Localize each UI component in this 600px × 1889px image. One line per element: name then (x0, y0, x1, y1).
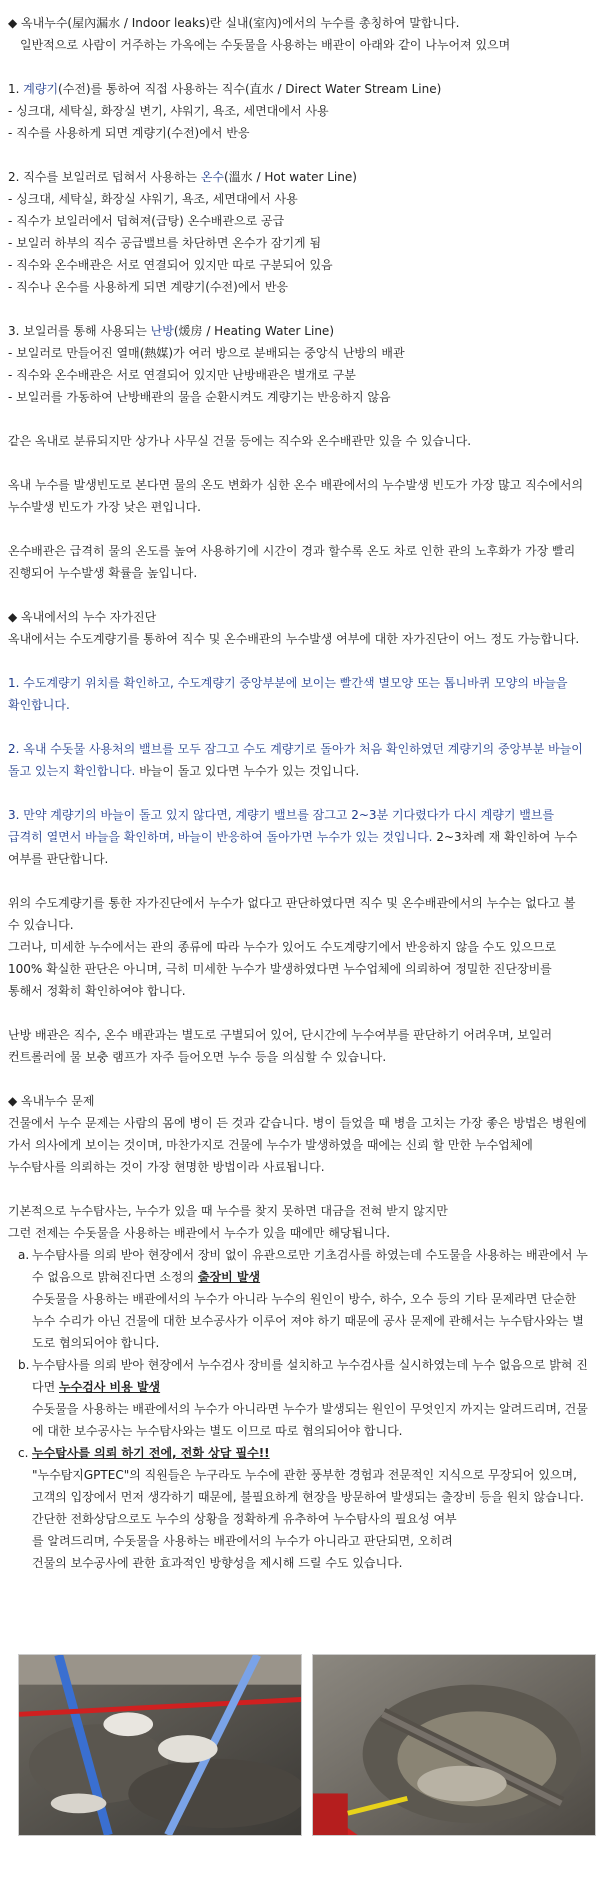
list-item-c-detail-2: 간단한 전화상담으로도 누수의 상황을 정확하게 유추하여 누수탐사의 필요성 여부 (32, 1512, 457, 1526)
list-item-b-detail: 수돗물을 사용하는 배관에서의 누수가 아니라면 누수가 발생되는 원인이 무엇인지 까지는 알려드리며, 건물에 대한 보수공사는 누수탐사와는 별도 이므로 따로 협의되어야 합니다. (32, 1402, 588, 1438)
section1-heading (8, 78, 590, 100)
section1-rest: (수전)를 통하여 직접 사용하는 직수(直水 / Direct Water Stream Line) (58, 82, 442, 96)
paragraph-5: 그러나, 미세한 누수에서는 관의 종류에 따라 누수가 있어도 수도계량기에서 반응하지 않을 수도 있으므로 100% 확실한 판단은 아니며, 극히 미세한 누수가 발생하였다면 누수업체에 의뢰하여 정밀한 진단장비를 통해서 정확히 확인하여야 합니다. (8, 940, 557, 998)
section3-item: - 직수와 온수배관은 서로 연결되어 있지만 난방배관은 별개로 구분 (8, 368, 356, 382)
problem-heading: ◆ 옥내누수 문제 (8, 1094, 95, 1108)
list-item (8, 1244, 590, 1354)
section1-item: - 싱크대, 세탁실, 화장실 변기, 샤워기, 욕조, 세면대에서 사용 (8, 104, 329, 118)
section2-prefix: 2. 직수를 보일러로 덥혀서 사용하는 (8, 170, 201, 184)
list-marker: b. (18, 1358, 30, 1372)
paragraph-6: 난방 배관은 직수, 온수 배관과는 별도로 구별되어 있어, 단시간에 누수여부를 판단하기 어려우며, 보일러 컨트롤러에 물 보충 램프가 자주 들어오면 누수 등을 의심할 수 있습니다. (8, 1028, 553, 1064)
photo-row (18, 1654, 598, 1836)
list-item (8, 1442, 590, 1574)
list-item-c-detail-4: 건물의 보수공사에 관한 효과적인 방향성을 제시해 드릴 수도 있습니다. (32, 1556, 403, 1570)
paragraph-3: 온수배관은 급격히 물의 온도를 높여 사용하기에 시간이 경과 할수록 온도 차로 인한 관의 노후화가 가장 빨리 진행되어 누수발생 확률을 높입니다. (8, 544, 576, 580)
problem-text: 건물에서 누수 문제는 사람의 몸에 병이 든 것과 같습니다. 병이 들었을 때 병을 고치는 가장 좋은 방법은 병원에 가서 의사에게 보이는 것이며, 마찬가지로 건물에 누수가 발생하였을 때에는 신뢰 할 만한 누수업체에 누수탐사를 의뢰하는 것이 가장 현명한 방법이라 사료됩니다. (8, 1116, 587, 1174)
section1-term: 계량기 (23, 82, 59, 96)
list-item-c-detail-1: "누수탐지GPTEC"의 직원들은 누구라도 누수에 관한 풍부한 경험과 전문적인 지식으로 무장되어 있으며, 고객의 입장에서 먼저 생각하기 때문에, 불필요하게 현장을 방문하여 발생되는 출장비 등을 원치 않습니다. (32, 1468, 584, 1504)
diagnosis-step-3-blue: 3. 만약 계량기의 바늘이 돌고 있지 않다면, 계량기 밸브를 잠그고 2~3분 기다렸다가 다시 계량기 밸브를 급격히 열면서 바늘을 확인하며, 바늘이 반응하여 돌아가면 누수가 있는 것입니다. (8, 808, 555, 844)
section3-prefix: 3. 보일러를 통해 사용되는 (8, 324, 151, 338)
section2-rest: (溫水 / Hot water Line) (224, 170, 357, 184)
section2-item: - 직수와 온수배관은 서로 연결되어 있지만 따로 구분되어 있음 (8, 258, 333, 272)
section3-item: - 보일러로 만들어진 열매(熱媒)가 여러 방으로 분배되는 중앙식 난방의 배관 (8, 346, 405, 360)
pipe-excavation-photo-2 (312, 1654, 596, 1836)
list-item-a-highlight: 출장비 발생 (197, 1270, 261, 1284)
list-item-a-detail: 수돗물을 사용하는 배관에서의 누수가 아니라 누수의 원인이 방수, 하수, 오수 등의 기타 문제라면 단순한 누수 수리가 아닌 건물에 대한 보수공사가 이루어 져야 하기 때문에 공사 문제에 관해서는 누수탐사와는 별도로 협의되어야 합니다. (32, 1292, 584, 1350)
section2-item: - 싱크대, 세탁실, 화장실 샤워기, 욕조, 세면대에서 사용 (8, 192, 298, 206)
section2-item: - 직수나 온수를 사용하게 되면 계량기(수전)에서 반응 (8, 280, 289, 294)
cost-policy-list (8, 1244, 590, 1574)
list-item-b-highlight: 누수검사 비용 발생 (59, 1380, 161, 1394)
paragraph-2: 옥내 누수를 발생빈도로 본다면 물의 온도 변화가 심한 온수 배관에서의 누수발생 빈도가 가장 많고 직수에서의 누수발생 빈도가 가장 낮은 편입니다. (8, 478, 584, 514)
paragraph-1: 같은 옥내로 분류되지만 상가나 사무실 건물 등에는 직수와 온수배관만 있을 수 있습니다. (8, 434, 472, 448)
diagnosis-step-1: 1. 수도계량기 위치를 확인하고, 수도계량기 중앙부분에 보이는 빨간색 별모양 또는 톱니바퀴 모양의 바늘을 확인합니다. (8, 676, 568, 712)
list-marker: c. (18, 1446, 29, 1460)
self-diagnosis-heading: ◆ 옥내에서의 누수 자가진단 (8, 610, 157, 624)
section2-term: 온수 (200, 170, 224, 184)
diagnosis-step-2-black: 바늘이 돌고 있다면 누수가 있는 것입니다. (135, 764, 360, 778)
section3-rest: (煖房 / Heating Water Line) (173, 324, 334, 338)
section2-item: - 보일러 하부의 직수 공급밸브를 차단하면 온수가 잠기게 됨 (8, 236, 322, 250)
diagnosis-step-2-blue: 2. 옥내 수돗물 사용처의 밸브를 모두 잠그고 수도 계량기로 돌아가 처음 확인하였던 계량기의 중앙부분 바늘이 돌고 있는지 확인합니다. (8, 742, 583, 778)
basis-line-1: 기본적으로 누수탐사는, 누수가 있을 때 누수를 찾지 못하면 대금을 전혀 받지 않지만 (8, 1204, 448, 1218)
section3-term: 난방 (150, 324, 174, 338)
list-item-a-text: 누수탐사를 의뢰 받아 현장에서 장비 없이 유관으로만 기초검사를 하였는데 수도물을 사용하는 배관에서 누수 없음으로 밝혀진다면 소정의 (32, 1248, 588, 1284)
section2-item: - 직수가 보일러에서 덥혀져(급탕) 온수배관으로 공급 (8, 214, 285, 228)
list-item-c-highlight: 누수탐사를 의뢰 하기 전에, 전화 상담 필수!! (32, 1446, 270, 1460)
section2-heading (8, 166, 590, 188)
diagnosis-step-2 (8, 738, 590, 782)
section1-prefix: 1. (8, 82, 24, 96)
list-item (8, 1354, 590, 1442)
pipe-excavation-photo-1 (18, 1654, 302, 1836)
section3-item: - 보일러를 가동하여 난방배관의 물을 순환시켜도 계량기는 반응하지 않음 (8, 390, 391, 404)
intro-line-1: ◆ 옥내누수(屋內漏水 / Indoor leaks)란 실내(室內)에서의 누수를 총칭하여 말합니다. (8, 16, 460, 30)
list-marker: a. (18, 1248, 30, 1262)
section1-item: - 직수를 사용하게 되면 계량기(수전)에서 반응 (8, 126, 250, 140)
paragraph-4: 위의 수도계량기를 통한 자가진단에서 누수가 없다고 판단하였다면 직수 및 온수배관에서의 누수는 없다고 볼 수 있습니다. (8, 896, 576, 932)
self-diagnosis-desc: 옥내에서는 수도계량기를 통하여 직수 및 온수배관의 누수발생 여부에 대한 자가진단이 어느 정도 가능합니다. (8, 632, 580, 646)
diagnosis-step-3 (8, 804, 590, 870)
section3-heading (8, 320, 590, 342)
list-item-c-detail-3: 를 알려드리며, 수돗물을 사용하는 배관에서의 누수가 아니라고 판단되면, 오히려 (32, 1534, 453, 1548)
diagnosis-step-3-black: 2~3차례 재 확인하여 누수 여부를 판단합니다. (8, 830, 578, 866)
basis-line-2: 그런 전제는 수돗물을 사용하는 배관에서 누수가 있을 때에만 해당됩니다. (8, 1226, 391, 1240)
intro-line-2: 일반적으로 사람이 거주하는 가옥에는 수돗물을 사용하는 배관이 아래와 같이 나누어져 있으며 (20, 38, 511, 52)
list-item-b-text: 누수탐사를 의뢰 받아 현장에서 누수검사 장비를 설치하고 누수검사를 실시하였는데 누수 없음으로 밝혀 진다면 (32, 1358, 588, 1394)
